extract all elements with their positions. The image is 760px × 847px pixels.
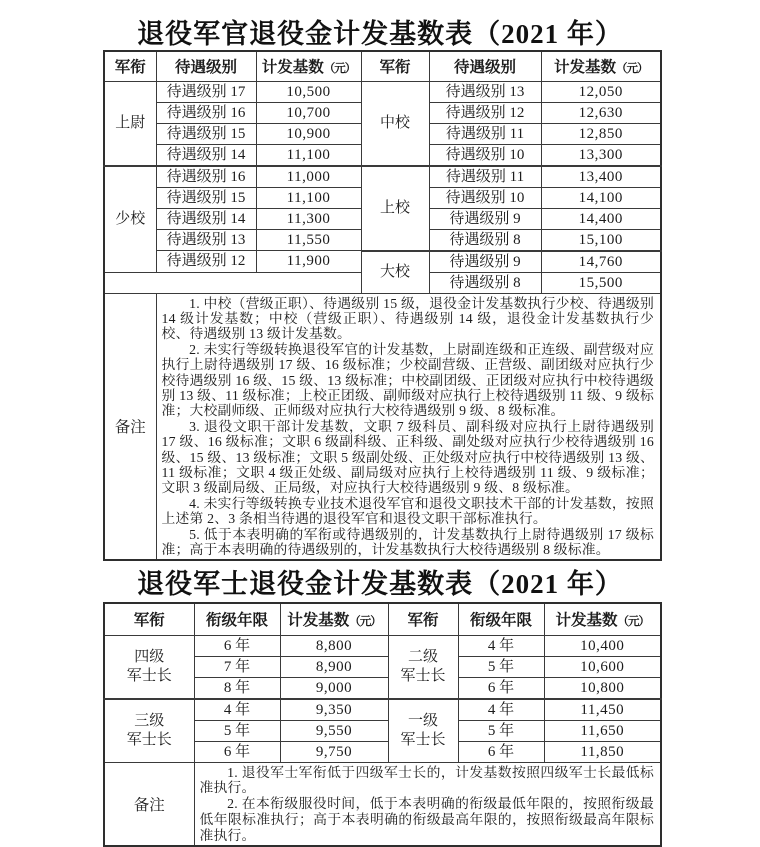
- base-value-cell: 8,800: [280, 635, 388, 656]
- rank-line: 一级: [407, 712, 438, 729]
- header-base-left: [280, 603, 388, 635]
- table-header-row: [104, 603, 661, 635]
- header-level-right: 待遇级别: [429, 51, 541, 81]
- header-base-right: [541, 51, 661, 81]
- soldier-table-title: 退役军士退役金计发基数表（2021 年）: [137, 569, 623, 599]
- header-base-left: [256, 51, 361, 81]
- rank-line: 军士长: [126, 667, 172, 684]
- rank-line: 军士长: [126, 731, 172, 748]
- rank-line: 四级: [134, 648, 165, 665]
- base-value-cell: 12,850: [541, 123, 661, 144]
- level-cell: 待遇级别 11: [429, 123, 541, 144]
- level-cell: 待遇级别 16: [156, 166, 256, 188]
- header-base-unit: （元）: [617, 616, 649, 629]
- level-cell: 待遇级别 15: [156, 123, 256, 144]
- header-level-left: 待遇级别: [156, 51, 256, 81]
- notes-cell: [194, 762, 661, 846]
- header-years-right: 衔级年限: [458, 603, 544, 635]
- rank-line: 军士长: [400, 667, 446, 684]
- base-value-cell: 11,550: [256, 229, 361, 251]
- level-cell: 待遇级别 12: [156, 251, 256, 273]
- base-value-cell: 10,500: [256, 81, 361, 102]
- years-cell: 6 年: [458, 677, 544, 699]
- base-value-cell: 10,400: [544, 635, 661, 656]
- header-base-label: 计发基数: [261, 59, 324, 77]
- table-row: [104, 251, 661, 273]
- base-value-cell: 9,550: [280, 720, 388, 741]
- rank-line: 军士长: [400, 731, 446, 748]
- base-value-cell: 12,630: [541, 102, 661, 123]
- base-value-cell: 11,650: [544, 720, 661, 741]
- base-value-cell: 10,600: [544, 656, 661, 677]
- rank-cell: 大校: [361, 251, 429, 294]
- base-value-cell: 11,100: [256, 187, 361, 208]
- base-value-cell: 15,100: [541, 229, 661, 251]
- header-base-label: 计发基数: [287, 612, 350, 630]
- rank-cell: 少校: [104, 166, 156, 273]
- table-header-row: [104, 51, 661, 81]
- officer-table-title: 退役军官退役金计发基数表（2021 年）: [137, 19, 623, 49]
- level-cell: 待遇级别 8: [429, 229, 541, 251]
- base-value-cell: 13,400: [541, 166, 661, 188]
- years-cell: 7 年: [194, 656, 280, 677]
- level-cell: 待遇级别 9: [429, 208, 541, 229]
- years-cell: 6 年: [458, 741, 544, 762]
- header-base-unit: （元）: [349, 616, 381, 629]
- header-rank-right: 军衔: [361, 51, 429, 81]
- base-value-cell: 10,700: [256, 102, 361, 123]
- rank-cell: [388, 699, 458, 763]
- base-value-cell: 14,760: [541, 251, 661, 273]
- base-value-cell: 13,300: [541, 144, 661, 166]
- base-value-cell: 15,500: [541, 272, 661, 293]
- level-cell: 待遇级别 14: [156, 144, 256, 166]
- base-value-cell: 10,800: [544, 677, 661, 699]
- notes-cell: [156, 293, 661, 560]
- table-row: [104, 166, 661, 188]
- base-value-cell: 11,100: [256, 144, 361, 166]
- level-cell: 待遇级别 14: [156, 208, 256, 229]
- years-cell: 4 年: [458, 699, 544, 721]
- base-value-cell: 11,900: [256, 251, 361, 273]
- rank-cell: [104, 699, 194, 763]
- header-base-unit: （元）: [616, 63, 648, 76]
- rank-cell: 中校: [361, 81, 429, 166]
- empty-cell: [104, 272, 361, 293]
- header-rank-left: 军衔: [104, 51, 156, 81]
- note-paragraph: 1. 退役军士军衔低于四级军士长的，计发基数按照四级军士长最低标准执行。: [199, 764, 654, 796]
- level-cell: 待遇级别 12: [429, 102, 541, 123]
- base-value-cell: 14,100: [541, 187, 661, 208]
- base-value-cell: 9,350: [280, 699, 388, 721]
- table-notes-row: [104, 293, 661, 560]
- note-paragraph: 2. 未实行等级转换退役军官的计发基数，上尉副连级和正连级、副营级对应执行上尉待遇级别 17 级、16 级标准；少校副营级、正营级、副团级对应执行少校待遇级别 16 级、15 级、13 级标准；中校副团级、正团级对应执行中校待遇级别 13 级、11 级标准；上校正团级、副师级对应执行上校待遇级别 11 级、9 级标准；大校副师级、正师级对应执行大校待遇级别 9 级、8 级标准。: [161, 341, 654, 419]
- rank-cell: [104, 635, 194, 699]
- note-paragraph: 5. 低于本表明确的军衔或待遇级别的，计发基数执行上尉待遇级别 17 级标准；高于本表明确的待遇级别的，计发基数执行大校待遇级别 8 级标准。: [161, 526, 654, 557]
- base-value-cell: 8,900: [280, 656, 388, 677]
- years-cell: 8 年: [194, 677, 280, 699]
- soldier-pay-base-table: [103, 602, 662, 847]
- rank-cell: [388, 635, 458, 699]
- table-notes-row: [104, 762, 661, 846]
- level-cell: 待遇级别 9: [429, 251, 541, 273]
- level-cell: 待遇级别 15: [156, 187, 256, 208]
- level-cell: 待遇级别 10: [429, 144, 541, 166]
- header-years-left: 衔级年限: [194, 603, 280, 635]
- rank-line: 二级: [407, 648, 438, 665]
- header-rank-left: 军衔: [104, 603, 194, 635]
- level-cell: 待遇级别 17: [156, 81, 256, 102]
- note-paragraph: 2. 在本衔级服役时间，低于本表明确的衔级最低年限的，按照衔级最低年限标准执行；高于本表明确的衔级最高年限的，按照衔级最高年限标准执行。: [199, 796, 654, 843]
- notes-label: 备注: [104, 293, 156, 560]
- rank-cell: 上尉: [104, 81, 156, 166]
- years-cell: 6 年: [194, 741, 280, 762]
- note-paragraph: 1. 中校（营级正职）、待遇级别 15 级，退役金计发基数执行少校、待遇级别 14 级计发基数；中校（营级正职）、待遇级别 14 级，退役金计发基数执行少校、待遇级别 13 级计发基数。: [161, 295, 654, 342]
- table-row: [104, 635, 661, 656]
- years-cell: 5 年: [458, 720, 544, 741]
- header-base-right: [544, 603, 661, 635]
- years-cell: 4 年: [194, 699, 280, 721]
- years-cell: 5 年: [458, 656, 544, 677]
- base-value-cell: 14,400: [541, 208, 661, 229]
- base-value-cell: 11,850: [544, 741, 661, 762]
- base-value-cell: 9,750: [280, 741, 388, 762]
- rank-line: 三级: [134, 712, 165, 729]
- level-cell: 待遇级别 13: [156, 229, 256, 251]
- level-cell: 待遇级别 8: [429, 272, 541, 293]
- base-value-cell: 11,450: [544, 699, 661, 721]
- note-paragraph: 3. 退役文职干部计发基数，文职 7 级科员、副科级对应执行上尉待遇级别 17 级、16 级标准；文职 6 级副科级、正科级、副处级对应执行少校待遇级别 16 级、15 级、13 级标准；文职 5 级副处级、正处级对应执行中校待遇级别 13 级、11 级标准；文职 4 级正处级、副局级对应执行上校待遇级别 11 级、9 级标准；文职 3 级副局级、正局级，对应执行大校待遇级别 9 级、8 级标准。: [161, 418, 654, 496]
- years-cell: 6 年: [194, 635, 280, 656]
- table-row: [104, 699, 661, 721]
- header-base-unit: （元）: [323, 63, 356, 76]
- years-cell: 5 年: [194, 720, 280, 741]
- level-cell: 待遇级别 13: [429, 81, 541, 102]
- years-cell: 4 年: [458, 635, 544, 656]
- note-paragraph: 4. 未实行等级转换专业技术退役军官和退役文职技术干部的计发基数，按照上述第 2、3 条相当待遇的退役军官和退役文职干部标准执行。: [161, 495, 654, 527]
- base-value-cell: 10,900: [256, 123, 361, 144]
- base-value-cell: 11,300: [256, 208, 361, 229]
- header-base-label: 计发基数: [555, 612, 618, 630]
- base-value-cell: 9,000: [280, 677, 388, 699]
- table-row: [104, 81, 661, 102]
- level-cell: 待遇级别 10: [429, 187, 541, 208]
- level-cell: 待遇级别 16: [156, 102, 256, 123]
- base-value-cell: 11,000: [256, 166, 361, 188]
- rank-cell: 上校: [361, 166, 429, 251]
- base-value-cell: 12,050: [541, 81, 661, 102]
- header-base-label: 计发基数: [553, 59, 616, 77]
- header-rank-right: 军衔: [388, 603, 458, 635]
- notes-label: 备注: [104, 762, 194, 846]
- level-cell: 待遇级别 11: [429, 166, 541, 188]
- officer-pay-base-table: [103, 50, 662, 561]
